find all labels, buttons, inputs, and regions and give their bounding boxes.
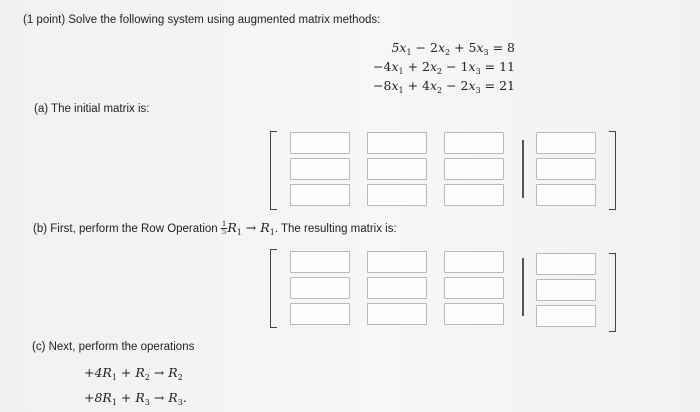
matrix-b-augment-divider bbox=[522, 258, 524, 316]
matrix-a-cell-r1c4[interactable] bbox=[536, 132, 596, 154]
matrix-b-cell-r1c4[interactable] bbox=[536, 253, 596, 275]
part-c-operation-1: $+4R_1 + R_2 \to R_2$ bbox=[84, 365, 183, 382]
matrix-b-cell-r2c2[interactable] bbox=[367, 277, 427, 299]
matrix-a-cell-r1c3[interactable] bbox=[444, 132, 504, 154]
matrix-b-cell-r1c3[interactable] bbox=[444, 251, 504, 273]
matrix-a-cell-r3c1[interactable] bbox=[290, 184, 350, 206]
matrix-a-cell-r2c4[interactable] bbox=[536, 158, 596, 180]
matrix-a-cell-r3c2[interactable] bbox=[367, 184, 427, 206]
fraction-one-fifth: $\frac{1}{5}$ bbox=[221, 220, 227, 236]
matrix-b-cell-r2c1[interactable] bbox=[290, 277, 350, 299]
matrix-a-cell-r2c2[interactable] bbox=[367, 158, 427, 180]
matrix-a-left-bracket bbox=[270, 131, 277, 210]
equation-3: $-8x_1 + 4x_2 - 2x_3 = 21$ bbox=[373, 78, 515, 95]
matrix-a-cell-r3c4[interactable] bbox=[536, 184, 596, 206]
question-header: (1 point) Solve the following system using augmented matrix methods: bbox=[23, 14, 381, 26]
equation-1-rhs: 8 bbox=[507, 40, 515, 55]
part-b-row-operation: $\frac{1}{5}$ $R_1 \to R_1$ bbox=[221, 220, 275, 237]
matrix-a-cell-r3c3[interactable] bbox=[444, 184, 504, 206]
part-b-label-prefix: (b) First, perform the Row Operation bbox=[33, 223, 218, 235]
matrix-a-cell-r1c1[interactable] bbox=[290, 132, 350, 154]
matrix-b-right-bracket bbox=[609, 253, 616, 332]
equation-3-rhs: 21 bbox=[499, 78, 515, 93]
matrix-b-cell-r3c3[interactable] bbox=[444, 303, 504, 325]
matrix-a-cell-r2c3[interactable] bbox=[444, 158, 504, 180]
matrix-b-cell-r1c1[interactable] bbox=[290, 251, 350, 273]
matrix-b-cell-r3c4[interactable] bbox=[536, 305, 596, 327]
equation-2: $-4x_1 + 2x_2 - 1x_3 = 11$ bbox=[373, 59, 515, 76]
part-b-label-suffix: . The resulting matrix is: bbox=[274, 223, 397, 235]
matrix-a-cell-r1c2[interactable] bbox=[367, 132, 427, 154]
matrix-a-cell-r2c1[interactable] bbox=[290, 158, 350, 180]
matrix-a-right-bracket bbox=[609, 131, 616, 210]
matrix-b-left-bracket bbox=[270, 249, 277, 328]
matrix-b-cell-r3c2[interactable] bbox=[367, 303, 427, 325]
part-b-label bbox=[33, 220, 397, 237]
matrix-b-cell-r1c2[interactable] bbox=[367, 251, 427, 273]
equation-1: $5x_1 - 2x_2 + 5x_3 = 8$ bbox=[391, 40, 515, 57]
part-c-label: (c) Next, perform the operations bbox=[32, 341, 195, 353]
matrix-b-cell-r2c3[interactable] bbox=[444, 277, 504, 299]
matrix-b-cell-r3c1[interactable] bbox=[290, 303, 350, 325]
matrix-b-cell-r2c4[interactable] bbox=[536, 279, 596, 301]
part-c-operation-2: $+8R_1 + R_3 \to R_3$. bbox=[84, 390, 187, 407]
part-a-label: (a) The initial matrix is: bbox=[34, 103, 150, 115]
equation-2-rhs: 11 bbox=[499, 59, 515, 74]
matrix-a-augment-divider bbox=[522, 140, 524, 198]
